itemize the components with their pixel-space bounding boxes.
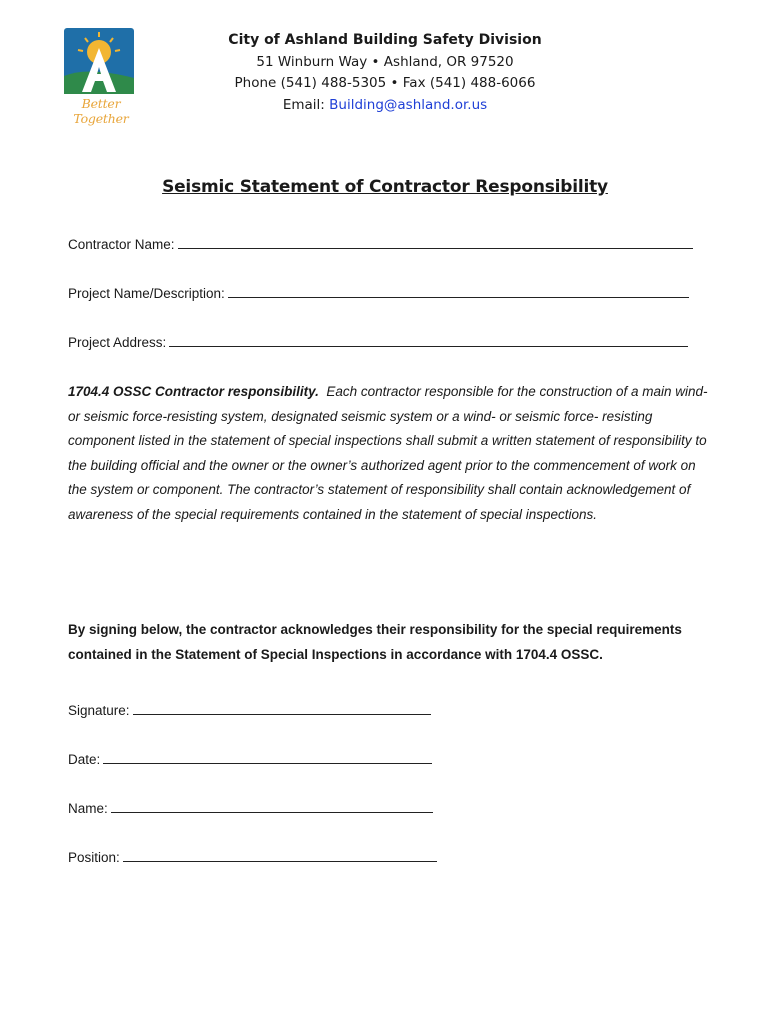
code-heading: 1704.4 OSSC Contractor responsibility. xyxy=(68,384,319,399)
signature-label: Signature: xyxy=(68,703,130,718)
office-address: 51 Winburn Way • Ashland, OR 97520 xyxy=(256,53,514,70)
project-name-label: Project Name/Description: xyxy=(68,286,225,301)
project-name-line[interactable] xyxy=(228,285,689,298)
project-name-field[interactable] xyxy=(68,285,689,301)
name-label: Name: xyxy=(68,801,108,816)
project-address-label: Project Address: xyxy=(68,335,167,350)
email-label: Email: xyxy=(282,96,325,113)
name-field[interactable] xyxy=(68,800,433,816)
date-line[interactable] xyxy=(103,751,432,764)
signature-field[interactable] xyxy=(68,702,431,718)
document-title: Seismic Statement of Contractor Responsibility xyxy=(162,177,608,197)
code-paragraph xyxy=(68,380,708,528)
logo-tagline: Better Together xyxy=(73,96,129,126)
contractor-name-field[interactable] xyxy=(68,236,693,252)
name-line[interactable] xyxy=(111,800,433,813)
project-address-line[interactable] xyxy=(169,334,688,347)
position-label: Position: xyxy=(68,850,120,865)
email-line xyxy=(220,95,550,117)
contractor-name-line[interactable] xyxy=(178,236,693,249)
project-address-field[interactable] xyxy=(68,334,688,350)
organization-name: City of Ashland Building Safety Division xyxy=(228,32,542,48)
code-body: Each contractor responsible for the construction of a main wind-or seismic force-resisting system, designated seismic system or a wind- or seismic force- resisting component listed in the statement of special inspections shall submit a written statement of responsibility to the building official and the owner or the owner’s authorized agent prior to the commencement of work on the system or component. The contractor’s statement of responsibility shall contain acknowledgement of awareness of the special requirements contained in the statement of special inspections. xyxy=(68,384,708,522)
date-label: Date: xyxy=(68,752,101,767)
contractor-name-label: Contractor Name: xyxy=(68,237,175,252)
date-field[interactable] xyxy=(68,751,432,767)
letterhead xyxy=(220,30,550,116)
phone-fax: Phone (541) 488-5305 • Fax (541) 488-6066 xyxy=(234,75,536,91)
email-link[interactable]: Building@ashland.or.us xyxy=(329,96,488,113)
position-line[interactable] xyxy=(123,849,437,862)
acknowledgement-statement: By signing below, the contractor acknowledges their responsibility for the special requirements contained in the Statement of Special Inspections in accordance with 1704.4 OSSC. xyxy=(68,622,682,662)
position-field[interactable] xyxy=(68,849,437,865)
signature-line[interactable] xyxy=(133,702,431,715)
